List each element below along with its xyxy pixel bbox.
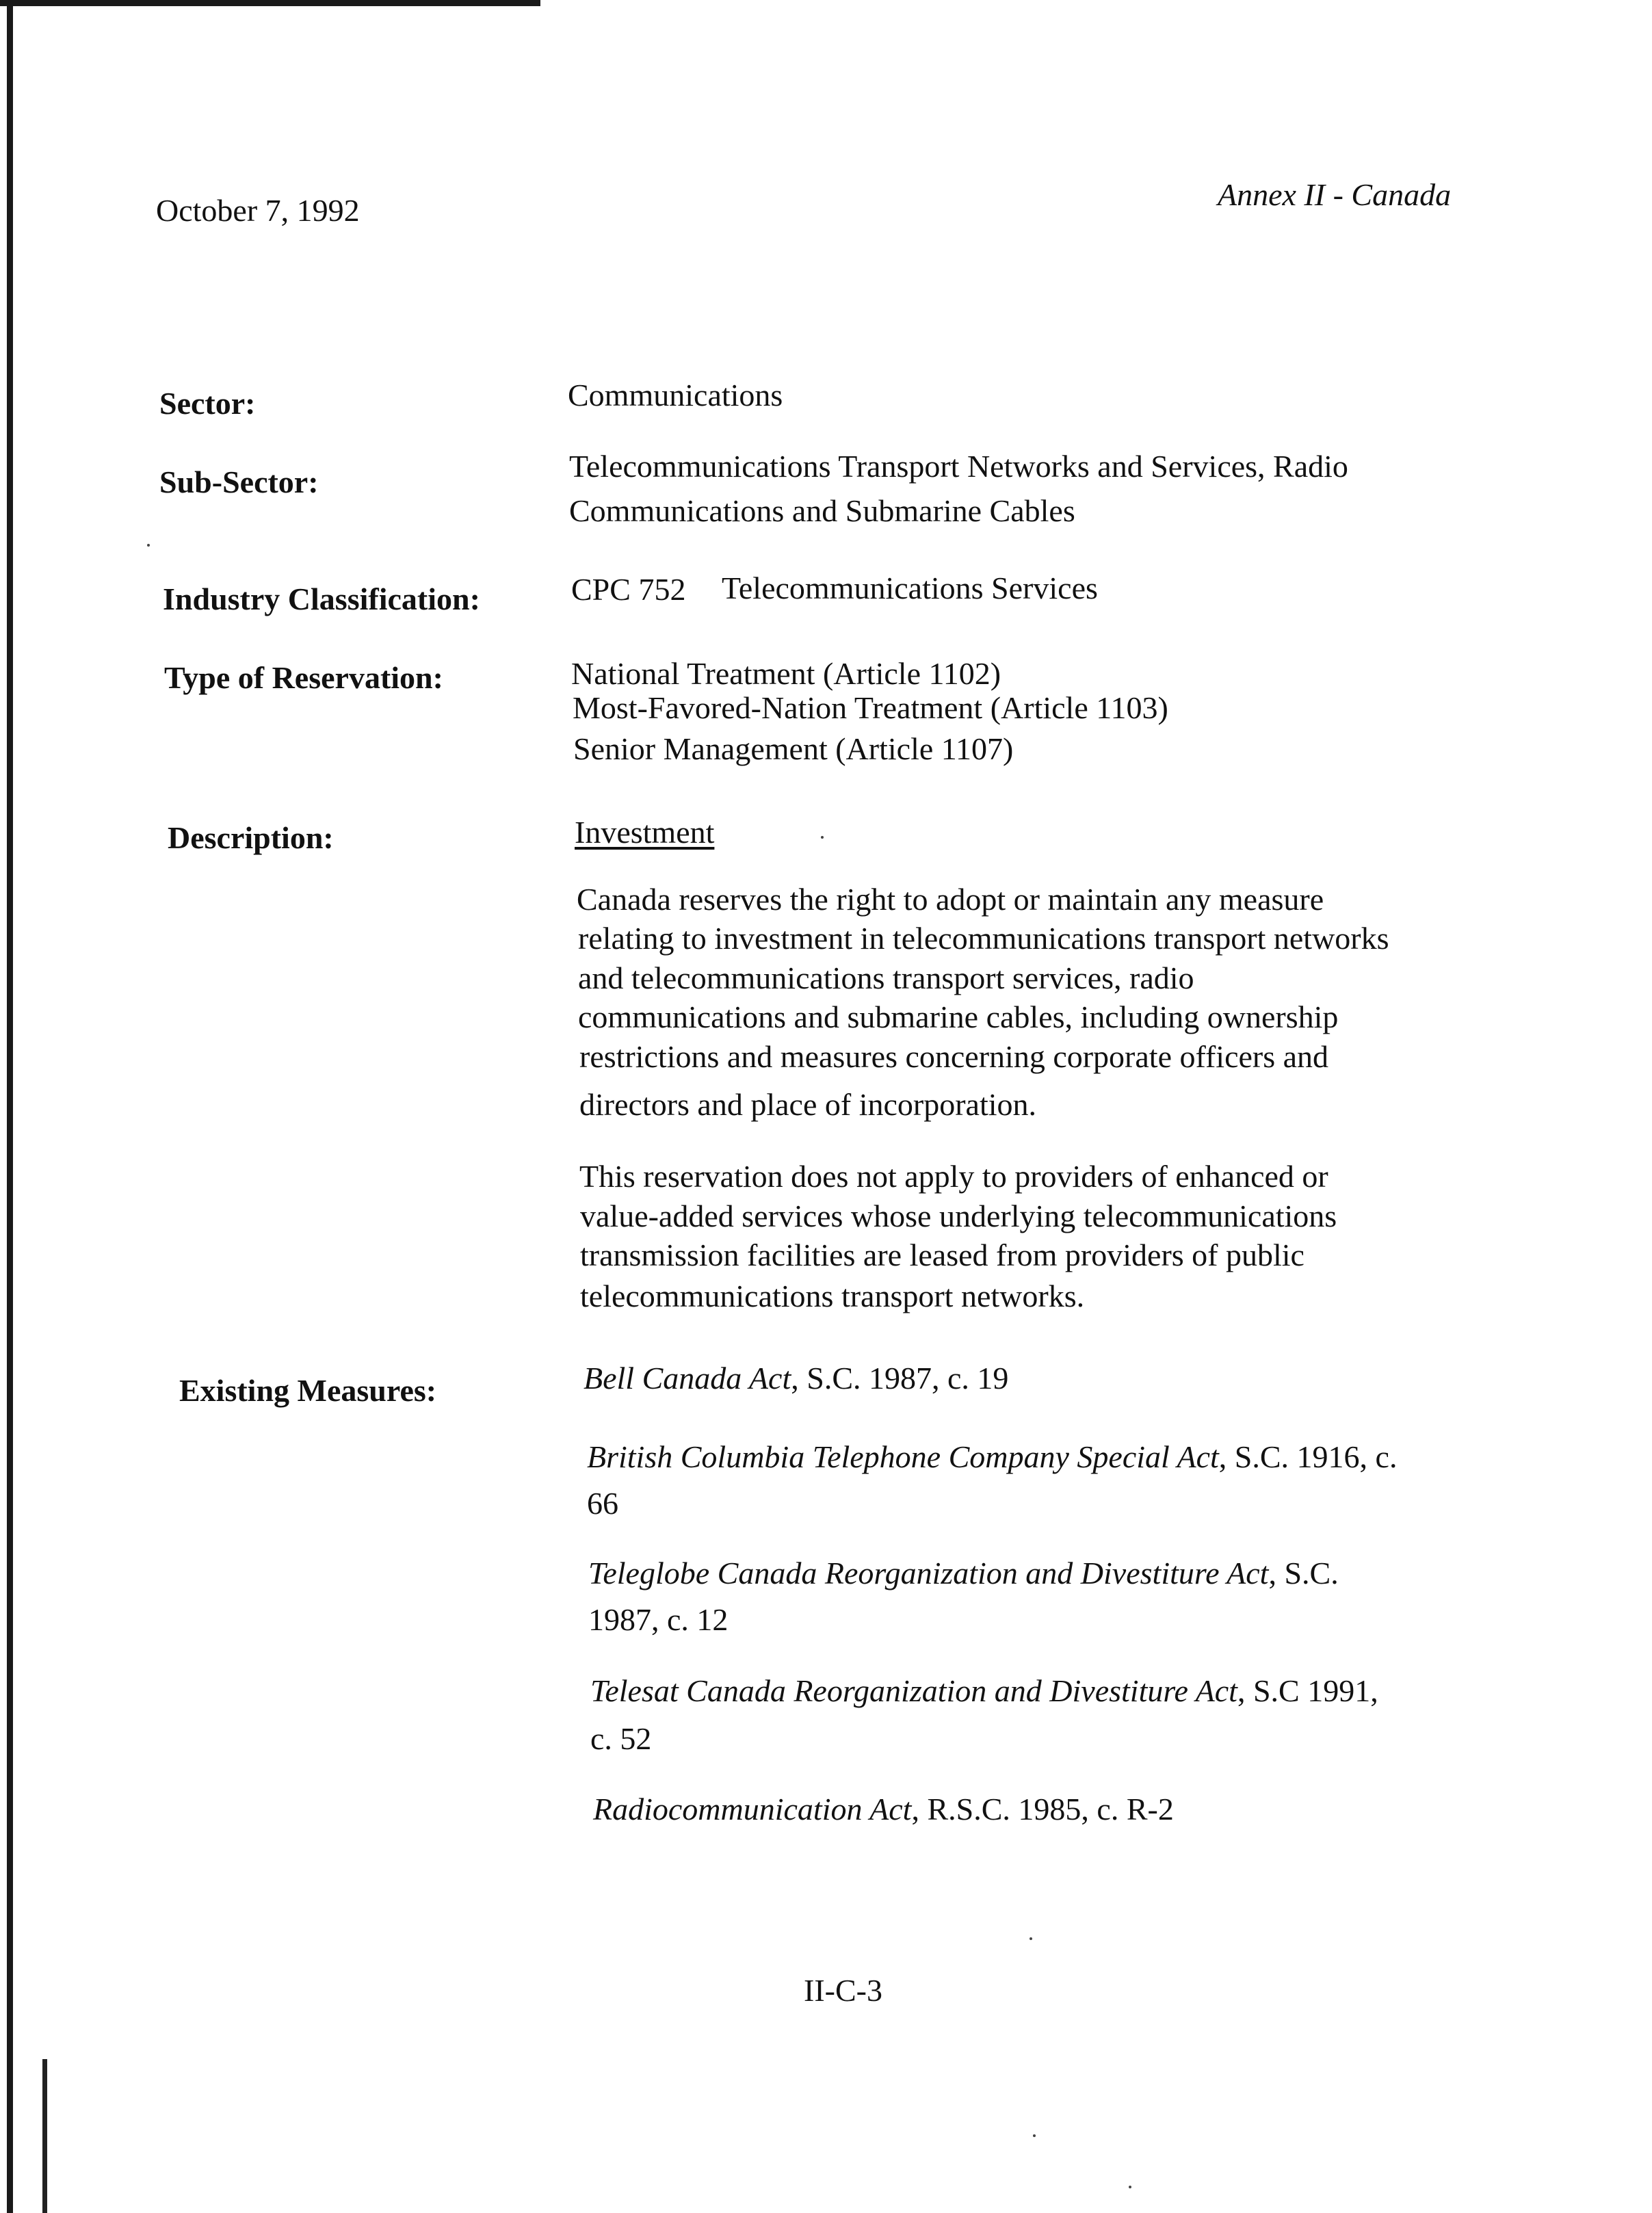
existing-measures-label: Existing Measures: [179,1373,437,1408]
scan-edge-left-lower [42,2059,47,2213]
description-paragraph-line: communications and submarine cables, including ownership [578,999,1339,1034]
industry-classification-code: CPC 752 [571,572,686,607]
scan-edge-left [7,0,13,2213]
annex-title: Annex II - Canada [1218,177,1452,212]
measure-title: Radiocommunication Act [593,1792,912,1826]
measure-citation: , R.S.C. 1985, c. R-2 [911,1792,1174,1826]
type-of-reservation-label: Type of Reservation: [164,660,443,695]
sub-sector-line: Telecommunications Transport Networks and Services, Radio [569,449,1348,484]
description-paragraph-line: value-added services whose underlying telecommunications [580,1199,1337,1233]
measure-title: Bell Canada Act [584,1361,791,1396]
existing-measure-item [590,1671,1378,1712]
description-paragraph-line: and telecommunications transport services, radio [578,960,1194,995]
description-paragraph-line: directors and place of incorporation. [579,1087,1037,1122]
measure-citation-continued: 1987, c. 12 [588,1602,729,1637]
description-paragraph-line: telecommunications transport networks. [580,1279,1085,1313]
sub-sector-label: Sub-Sector: [159,464,319,499]
scan-speck [1030,1937,1032,1940]
measure-title: Teleglobe Canada Reorganization and Divestiture Act [588,1556,1269,1590]
existing-measure-item [593,1789,1174,1830]
existing-measure-item [584,1358,1008,1399]
description-paragraph-line: This reservation does not apply to providers of enhanced or [579,1159,1328,1194]
scan-edge-top [0,0,540,6]
description-paragraph-line: restrictions and measures concerning corporate officers and [579,1039,1329,1074]
industry-classification-value: Telecommunications Services [722,571,1098,605]
measure-title: British Columbia Telephone Company Special Act [587,1439,1219,1474]
reservation-type-line: Most-Favored-Nation Treatment (Article 1103) [573,690,1168,725]
sector-label: Sector: [159,386,256,421]
industry-classification-label: Industry Classification: [163,581,480,616]
reservation-type-line: National Treatment (Article 1102) [571,656,1001,691]
measure-title: Telesat Canada Reorganization and Divestiture Act [590,1673,1237,1708]
existing-measure-item [588,1553,1339,1594]
measure-citation-continued: 66 [587,1486,618,1521]
scan-speck [147,544,150,547]
measure-citation: , S.C. 1987, c. 19 [791,1361,1009,1396]
measure-citation: , S.C. 1916, c. [1218,1439,1398,1474]
scan-speck [1129,2186,1131,2188]
description-paragraph-line: relating to investment in telecommunications transport networks [578,921,1389,956]
existing-measure-item [587,1437,1397,1478]
description-paragraph-line: Canada reserves the right to adopt or maintain any measure [577,882,1324,917]
scan-speck [821,836,824,839]
page-number: II-C-3 [804,1973,882,2008]
description-label: Description: [168,820,334,855]
measure-citation-continued: c. 52 [590,1721,652,1756]
sector-value: Communications [568,378,783,413]
description-heading: Investment [575,815,715,850]
reservation-type-line: Senior Management (Article 1107) [573,731,1014,766]
measure-citation: , S.C. [1268,1556,1339,1590]
measure-citation: , S.C 1991, [1237,1673,1378,1708]
description-paragraph-line: transmission facilities are leased from providers of public [580,1238,1304,1272]
scan-speck [1033,2134,1036,2137]
sub-sector-line: Communications and Submarine Cables [569,493,1075,528]
document-date: October 7, 1992 [156,193,360,228]
